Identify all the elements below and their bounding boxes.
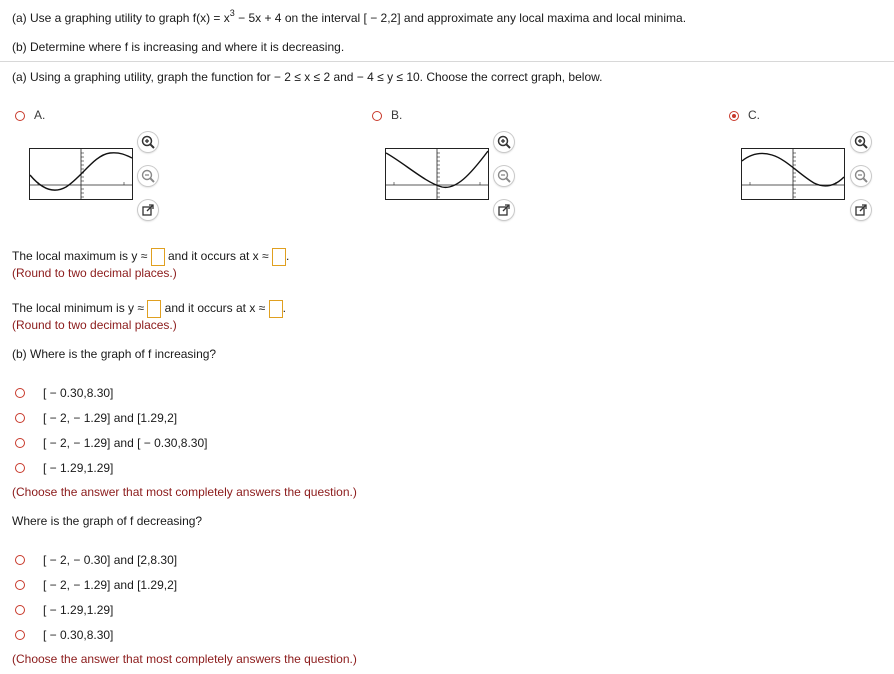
decreasing-option-2: [ − 2, − 1.29] and [1.29,2] [43,578,178,592]
local-max-x-input[interactable] [272,248,286,266]
decreasing-option-3: [ − 1.29,1.29] [43,603,114,617]
local-max-mid: and it occurs at x ≈ [167,249,269,263]
choose-hint: (Choose the answer that most completely answers the question.) [12,485,357,499]
local-min-y-input[interactable] [147,300,161,318]
local-min-x-input[interactable] [269,300,283,318]
radio-option-b[interactable] [372,111,382,121]
increasing-option-3: [ − 2, − 1.29] and [ − 0.30,8.30] [43,436,208,450]
option-b-label: B. [391,108,403,122]
local-min-mid: and it occurs at x ≈ [164,301,266,315]
local-max-prefix: The local maximum is y ≈ [12,249,148,263]
option-c-label: C. [748,108,760,122]
radio-decreasing-4[interactable] [15,630,25,640]
local-max-row: The local maximum is y ≈ and it occurs at x ≈ . [12,246,289,266]
graph-option-a [29,148,133,200]
problem-part-a-text: (a) Use a graphing utility to graph $f(x) = x^3 - 5x + 4$ on the interval [ − 2,2] and approximate any local maxima and local minima. [12,8,687,25]
increasing-question: (b) Where is the graph of f increasing? [12,347,217,361]
decreasing-option-4: [ − 0.30,8.30] [43,628,114,642]
problem-part-b-text: (b) Determine where f is increasing and where it is decreasing. [12,40,345,54]
local-min-prefix: The local minimum is y ≈ [12,301,144,315]
open-external-icon[interactable] [851,200,871,220]
local-min-row: The local minimum is y ≈ and it occurs at x ≈ . [12,298,286,318]
divider [0,61,894,62]
zoom-out-icon[interactable] [138,166,158,186]
zoom-in-icon[interactable] [494,132,514,152]
zoom-out-icon[interactable] [494,166,514,186]
graph-option-c [741,148,845,200]
radio-option-a[interactable] [15,111,25,121]
local-max-y-input[interactable] [151,248,165,266]
part-a-prompt: (a) Using a graphing utility, graph the function for − 2 ≤ x ≤ 2 and − 4 ≤ y ≤ 10. Choose the correct graph, below. [12,70,603,84]
zoom-in-icon[interactable] [138,132,158,152]
decreasing-option-1: [ − 2, − 0.30] and [2,8.30] [43,553,178,567]
zoom-in-icon[interactable] [851,132,871,152]
open-external-icon[interactable] [138,200,158,220]
radio-increasing-1[interactable] [15,388,25,398]
radio-decreasing-2[interactable] [15,580,25,590]
round-hint: (Round to two decimal places.) [12,266,177,280]
open-external-icon[interactable] [494,200,514,220]
radio-increasing-4[interactable] [15,463,25,473]
increasing-option-4: [ − 1.29,1.29] [43,461,114,475]
choose-hint: (Choose the answer that most completely answers the question.) [12,652,357,666]
round-hint: (Round to two decimal places.) [12,318,177,332]
radio-option-c[interactable] [729,111,739,121]
zoom-out-icon[interactable] [851,166,871,186]
increasing-option-2: [ − 2, − 1.29] and [1.29,2] [43,411,178,425]
graph-option-b [385,148,489,200]
option-a-label: A. [34,108,46,122]
radio-increasing-3[interactable] [15,438,25,448]
radio-decreasing-1[interactable] [15,555,25,565]
decreasing-question: Where is the graph of f decreasing? [12,514,203,528]
radio-increasing-2[interactable] [15,413,25,423]
radio-decreasing-3[interactable] [15,605,25,615]
increasing-option-1: [ − 0.30,8.30] [43,386,114,400]
